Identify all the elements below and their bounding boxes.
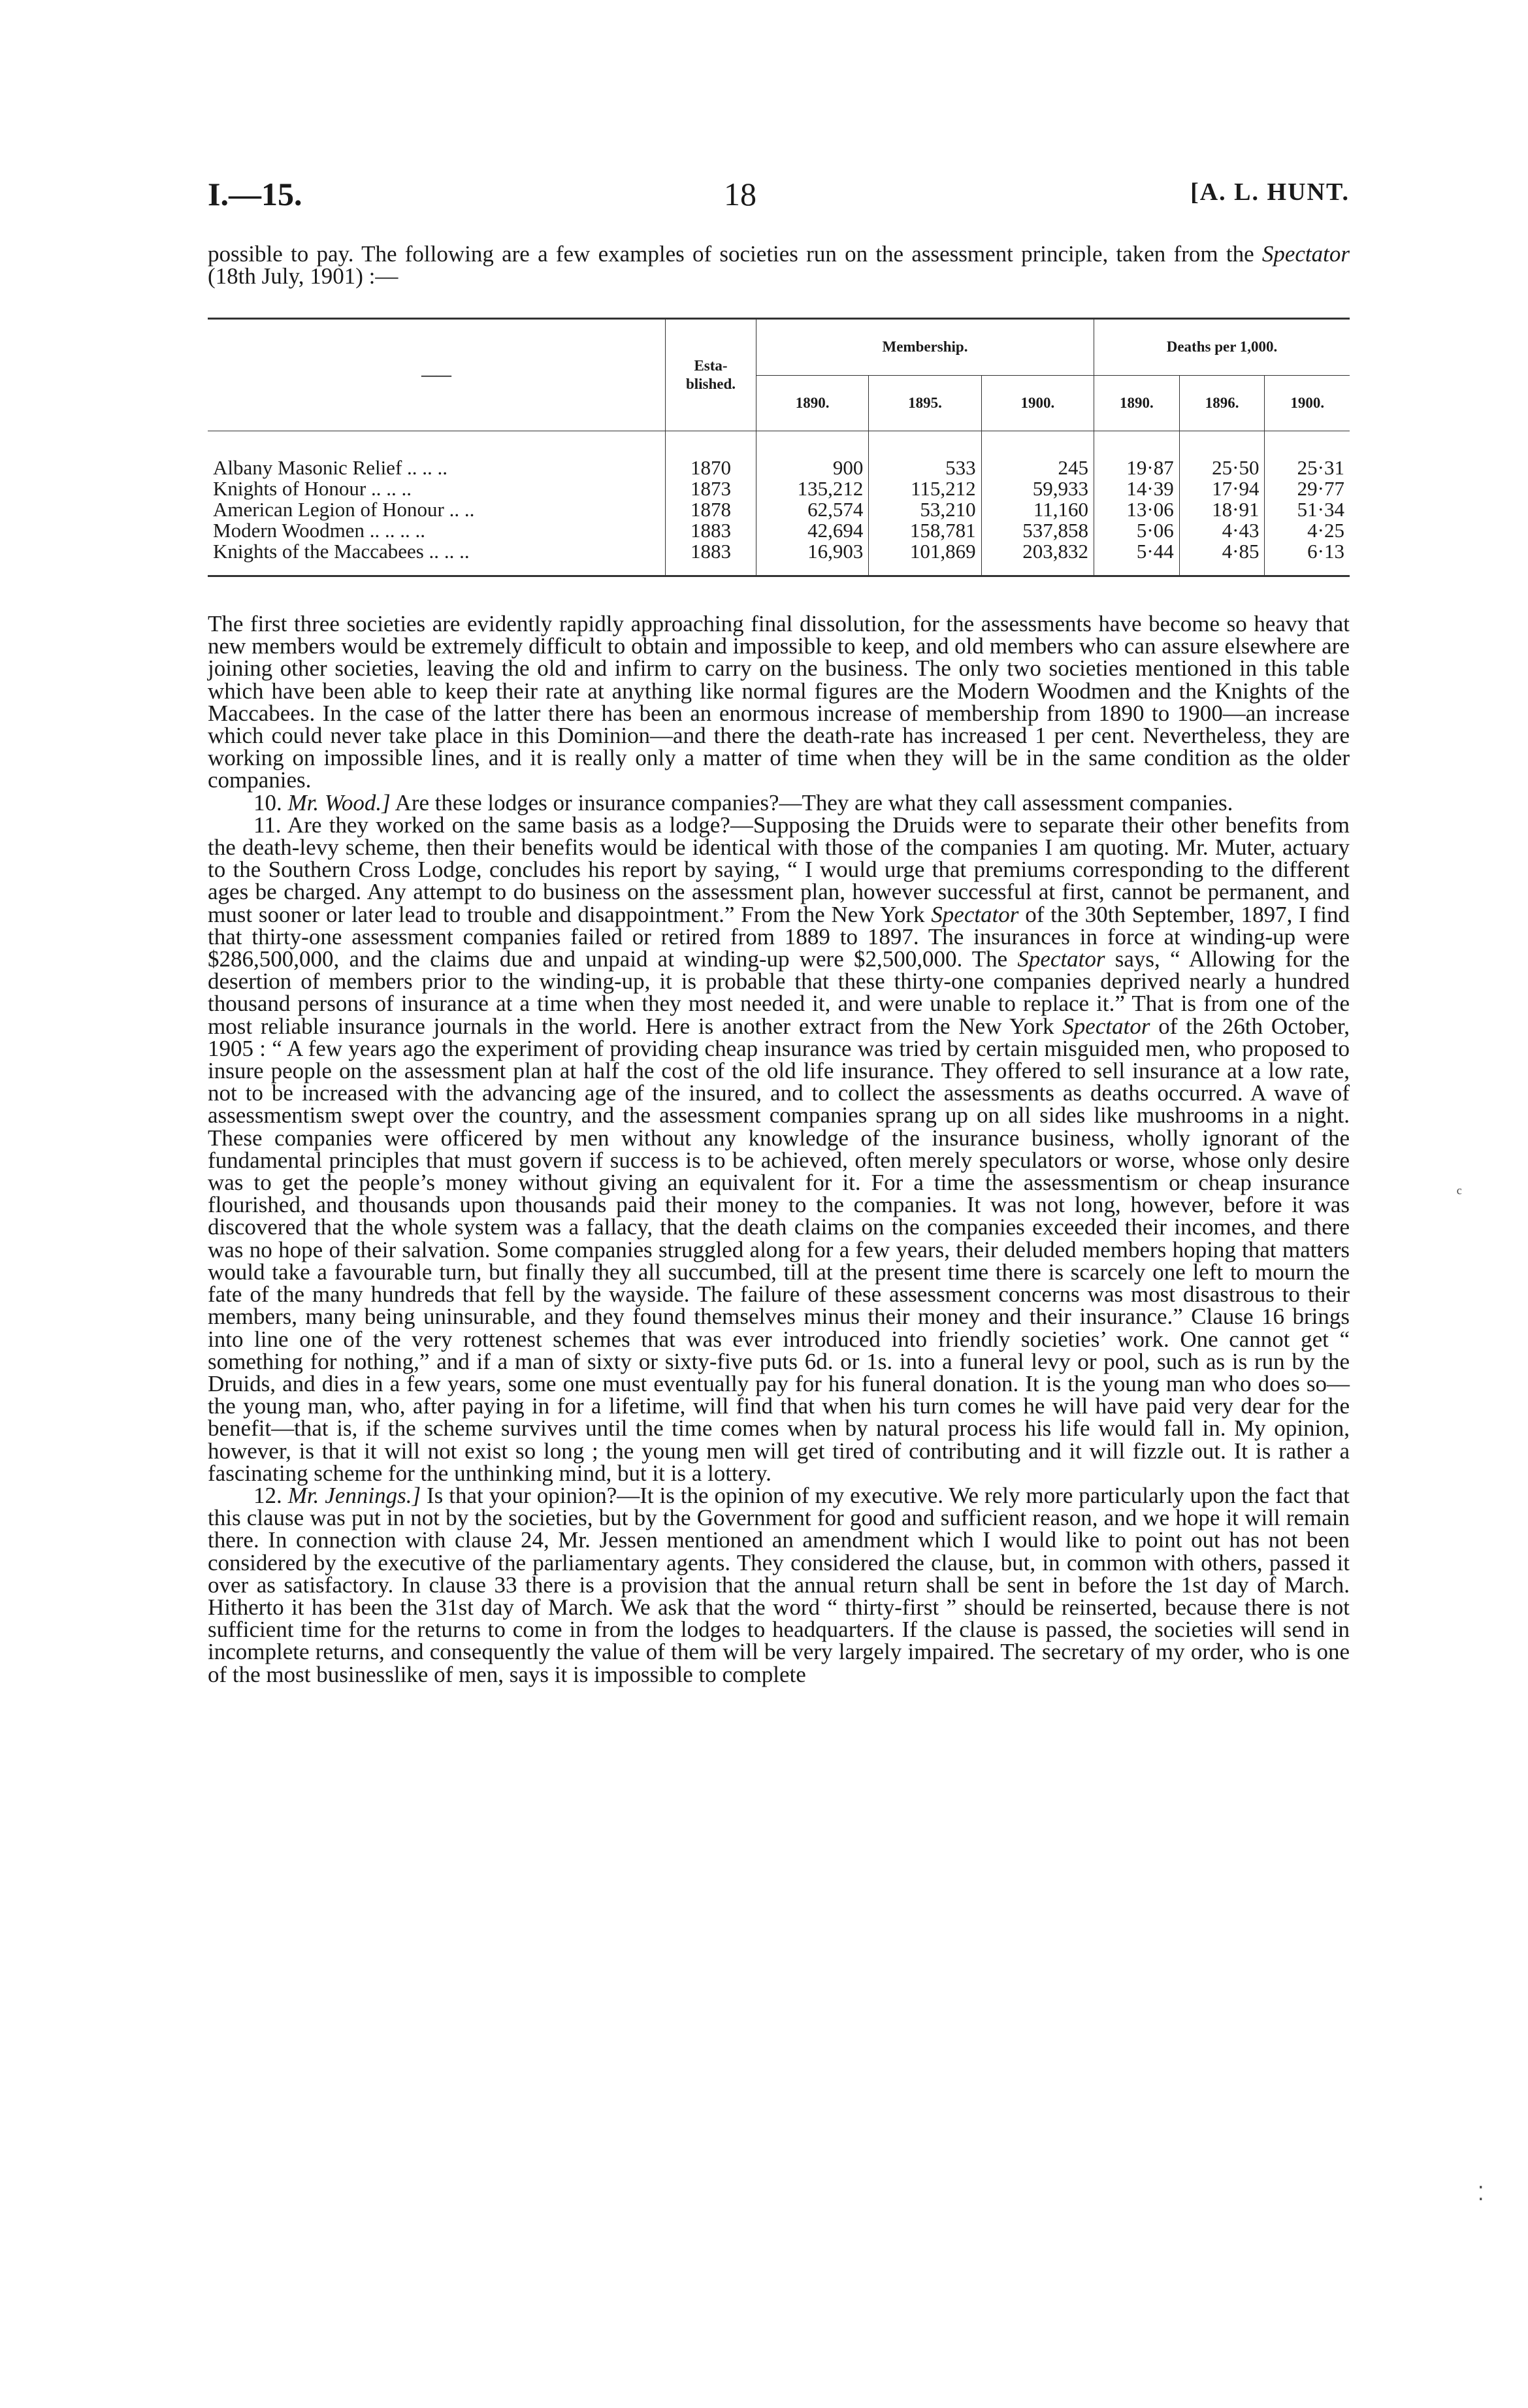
deaths-1896-cell: 18·91	[1179, 499, 1265, 520]
leader-dots: .. ..	[449, 498, 475, 521]
membership-1900-cell: 537,858	[981, 520, 1094, 541]
society-name: American Legion of Honour	[213, 498, 444, 521]
q10-speaker: Mr. Wood.]	[287, 789, 391, 816]
membership-1900-cell: 245	[981, 457, 1094, 478]
q11-publication-b: Spectator	[1017, 946, 1105, 972]
membership-1890-cell: 16,903	[756, 541, 869, 562]
membership-1890-cell: 42,694	[756, 520, 869, 541]
intro-paragraph	[208, 243, 1350, 288]
deaths-1900-cell: 6·13	[1307, 540, 1344, 563]
membership-year-1890: 1890.	[756, 375, 869, 431]
society-name: Knights of the Maccabees ..	[213, 540, 440, 563]
society-name-cell	[208, 478, 666, 499]
society-name-cell	[208, 457, 666, 478]
table-row	[208, 520, 1350, 541]
q12-speaker: Mr. Jennings.]	[287, 1482, 421, 1508]
deaths-1900-cell: 29·77	[1297, 477, 1344, 500]
table-header-row-1	[208, 319, 1350, 376]
q10-number: 10.	[253, 789, 282, 816]
deaths-1890-cell: 5·44	[1094, 541, 1179, 562]
societies-table-container	[208, 318, 1350, 579]
table-row	[208, 478, 1350, 499]
paragraph-question-10	[208, 789, 1350, 816]
leader-dots: .. .. ..	[407, 456, 448, 479]
society-name: Modern Woodmen ..	[213, 519, 380, 542]
author-tag: [A. L. HUNT.	[1190, 178, 1350, 206]
leader-dots: .. .. ..	[370, 477, 412, 500]
established-cell: 1870	[666, 457, 756, 478]
q11-text-a: 11. Are they worked on the same basis as a lodge?—Supposing the Druids were to separate their other benefits from the death-levy scheme, then their benefits would be identical with those of the companies I am quoting. Mr. Muter, actuary to the Southern Cross Lodge, concludes his report by saying, “ I would urge that premiums corresponding to the different ages be charged. Any attempt to do business on the assessment plan, however successful at first, cannot be permanent, and must sooner or later lead to trouble and disappointment.” From the New York	[208, 812, 1350, 927]
established-header	[666, 319, 756, 431]
deaths-1900-cell: 25·31	[1297, 456, 1344, 479]
established-header-line2: blished.	[685, 376, 736, 392]
q11-publication-a: Spectator	[931, 901, 1019, 927]
q11-publication-c: Spectator	[1062, 1013, 1150, 1039]
leader-dots: .. .. ..	[385, 519, 425, 542]
q10-text: Are these lodges or insurance companies?—They are what they call assessment companies.	[390, 789, 1233, 816]
page-header	[208, 175, 1350, 221]
q11-text-c: says, “ Allowing for the desertion of members prior to the winding-up, it is probable that these thirty-one companies deprived nearly a hundred thousand persons of insurance at a time when they most needed it, and were unable to replace it.” That is from one of the most reliable insurance journals in the world. Here is another extract from the New York	[208, 946, 1350, 1039]
membership-1890-cell: 135,212	[756, 478, 869, 499]
deaths-1890-cell: 13·06	[1094, 499, 1179, 520]
membership-1895-cell: 533	[869, 457, 981, 478]
membership-1895-cell: 115,212	[869, 478, 981, 499]
membership-1890-cell: 900	[756, 457, 869, 478]
blank-header: ——	[208, 319, 666, 431]
intro-publication: Spectator	[1261, 241, 1350, 267]
document-reference: I.—15.	[208, 176, 302, 212]
q11-text-d: of the 26th October, 1905 : “ A few years ago the experiment of providing cheap insurance was tried by certain misguided men, who proposed to insure people on the assessment plan at half the cost of the old life insurance. They offered to sell insurance at a low rate, not to be increased with the advancing age of the insured, and to collect the assessments as deaths occurred. A wave of assessmentism swept over the country, and the assessment companies sprang up on all sides like mushrooms in a night. These companies were officered by men without any knowledge of the insurance business, wholly ignorant of the fundamental principles that must govern if success is to be achieved, often merely speculators or worse, whose only desire was to get the people’s money without giving an equivalent for it. For a time the assessmentism or cheap insurance flourished, and thousands upon thousands paid their money to the companies. It was not long, however, before it was discovered that the whole system was a fallacy, that the death claims on the companies exceeded their incomes, and there was no hope of their salvation. Some companies struggled along for a few years, their deluded members hoping that matters would take a favourable turn, but finally they all succumbed, till at the present time there is scarcely one left to mourn the fate of the many hundreds that fell by the wayside. The failure of these assessment concerns was most disastrous to their members, many being uninsurable, and they found themselves minus their money and their insurance.” Clause 16 brings into line one of the very rottenest schemes that was ever introduced into friendly societies’ work. One cannot get “ something for nothing,” and if a man of sixty or sixty-five puts 6d. or 1s. into a funeral levy or pool, such as is run by the Druids, and dies in a few years, some one must eventually pay for his funeral donation. It is the young man who does so—the young man, who, after paying in for a lifetime, will find that when his turn comes he will have paid very dear for the benefit—that is, if the scheme survives until the time comes when by natural process his life would fall in. My opinion, however, is that it will not exist so long ; the young men will get tired of contributing and it will fizzle out. It is rather a fascinating scheme for the unthinking mind, but it is a lottery.	[208, 1013, 1350, 1486]
membership-1900-cell: 11,160	[981, 499, 1094, 520]
established-header-line1: Esta-	[694, 357, 728, 374]
q11-text-b: of the 30th September, 1897, I find that thirty-one assessment companies failed or retired from 1889 to 1897. The insurances in force at winding-up were $286,500,000, and the claims due and unpaid at winding-up were $2,500,000. The	[208, 901, 1350, 972]
deaths-1896-cell: 17·94	[1179, 478, 1265, 499]
deaths-1900-cell: 4·25	[1307, 519, 1344, 542]
society-name-cell	[208, 541, 666, 562]
table-spacer-top	[208, 431, 1350, 458]
society-name: Albany Masonic Relief	[213, 456, 402, 479]
death-year-1890: 1890.	[1094, 375, 1179, 431]
deaths-1900-cell: 51·34	[1297, 498, 1344, 521]
intro-text-before: possible to pay. The following are a few examples of societies run on the assessment principle, taken from the	[208, 241, 1262, 267]
established-cell: 1878	[666, 499, 756, 520]
societies-table	[208, 318, 1350, 577]
table-row	[208, 541, 1350, 562]
society-name: Knights of Honour	[213, 477, 366, 500]
q12-number: 12.	[253, 1482, 282, 1508]
established-cell: 1883	[666, 541, 756, 562]
membership-year-1895: 1895.	[869, 375, 981, 431]
membership-year-1900: 1900.	[981, 375, 1094, 431]
margin-scratch-mark: ⁚	[1478, 2183, 1484, 2205]
table-spacer-bottom	[208, 562, 1350, 576]
deaths-1896-cell: 4·43	[1179, 520, 1265, 541]
death-year-1900: 1900.	[1265, 375, 1350, 431]
membership-1900-cell: 203,832	[981, 541, 1094, 562]
membership-1890-cell: 62,574	[756, 499, 869, 520]
deaths-1890-cell: 19·87	[1094, 457, 1179, 478]
deaths-1896-cell: 4·85	[1179, 541, 1265, 562]
leader-dots: .. ..	[444, 540, 470, 563]
main-text	[208, 613, 1350, 1686]
margin-scratch-mark: ᶜ	[1457, 1183, 1462, 1204]
deaths-1890-cell: 14·39	[1094, 478, 1179, 499]
paragraph-question-12	[208, 1482, 1350, 1687]
paragraph-dissolution: The first three societies are evidently rapidly approaching final dissolution, for the assessments have become so heavy that new members would be extremely difficult to obtain and impossible to keep, and old members who can assure elsewhere are joining other societies, leaving the old and infirm to carry on the business. The only two societies mentioned in this table which have been able to keep their rate at anything like normal figures are the Modern Woodmen and the Knights of the Maccabees. In the case of the latter there has been an enormous increase of membership from 1890 to 1900—an increase which could never take place in this Dominion—and there the death-rate has increased 1 per cent. Nevertheless, they are working on impossible lines, and it is really only a matter of time when they will be in the same condition as the older companies.	[208, 611, 1350, 793]
membership-1900-cell: 59,933	[981, 478, 1094, 499]
established-cell: 1883	[666, 520, 756, 541]
membership-1895-cell: 101,869	[869, 541, 981, 562]
page-number: 18	[724, 176, 756, 212]
paragraph-question-11	[208, 814, 1350, 1485]
table-row	[208, 499, 1350, 520]
deaths-1890-cell: 5·06	[1094, 520, 1179, 541]
table-row	[208, 457, 1350, 478]
membership-1895-cell: 53,210	[869, 499, 981, 520]
society-name-cell	[208, 499, 666, 520]
intro-text-after: (18th July, 1901) :—	[208, 263, 398, 289]
membership-1895-cell: 158,781	[869, 520, 981, 541]
membership-header: Membership.	[756, 319, 1094, 376]
established-cell: 1873	[666, 478, 756, 499]
q12-text: Is that your opinion?—It is the opinion of my executive. We rely more particularly upon the fact that this clause was put in not by the societies, but by the Government for good and sufficient reason, and we hope it will remain there. In connection with clause 24, Mr. Jessen mentioned an amendment which I would like to point out has not been considered by the executive of the parliamentary agents. They considered the clause, but, in common with others, passed it over as satisfactory. In clause 33 there is a provision that the annual return shall be sent in before the 1st day of March. Hitherto it has been the 31st day of March. We ask that the word “ thirty-first ” should be reinserted, because there is not sufficient time for the returns to come in from the lodges to headquarters. If the clause is passed, the societies will send in incomplete returns, and consequently the value of them will be very largely impaired. The secretary of my order, who is one of the most businesslike of men, says it is impossible to complete	[208, 1482, 1350, 1687]
deaths-header: Deaths per 1,000.	[1094, 319, 1350, 376]
deaths-1896-cell: 25·50	[1179, 457, 1265, 478]
death-year-1896: 1896.	[1179, 375, 1265, 431]
society-name-cell	[208, 520, 666, 541]
